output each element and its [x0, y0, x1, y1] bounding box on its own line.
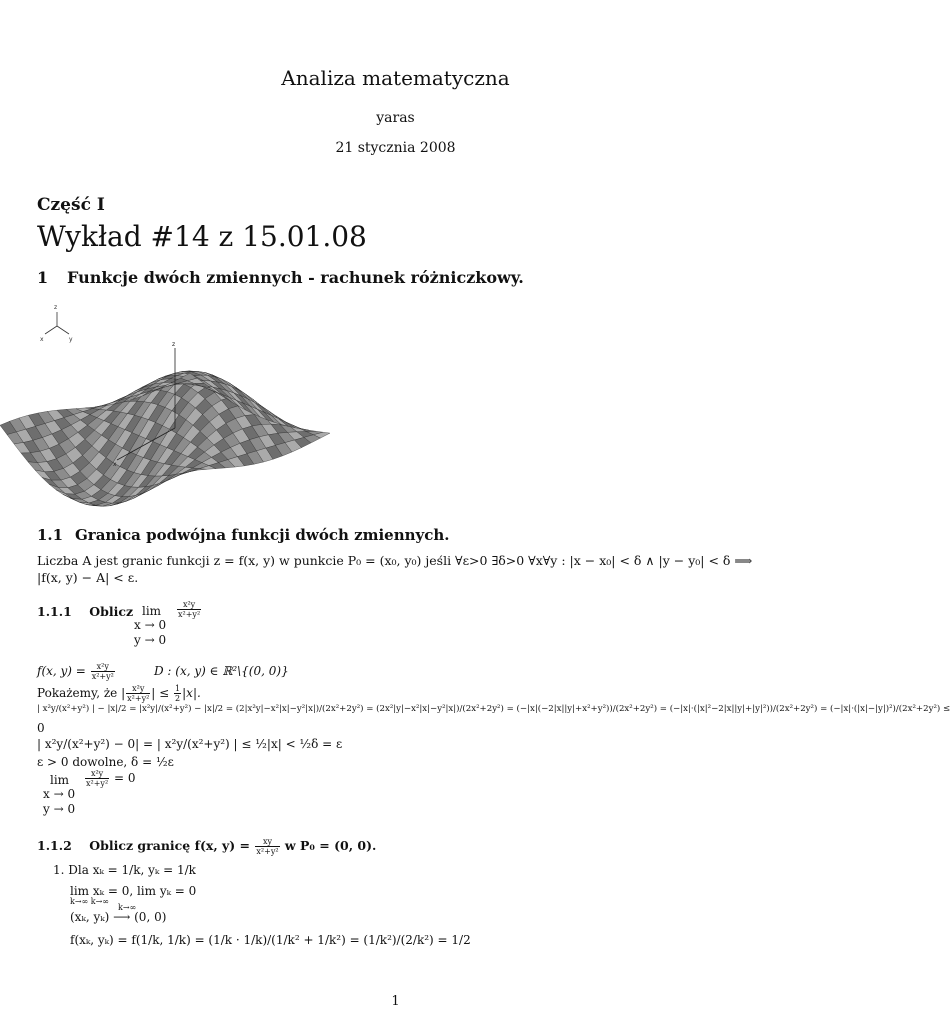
subsubsection-112-heading [37, 837, 376, 856]
show-claim-c: |x|. [182, 686, 201, 700]
subsection-heading [37, 526, 450, 544]
document-date: 21 stycznia 2008 [335, 140, 456, 156]
f-def-num: x²y [91, 662, 115, 672]
limit-fraction-111 [176, 600, 202, 619]
limit-expression-111 [142, 604, 161, 618]
plot-x-label: x [113, 461, 117, 468]
limit-frac-num: x²y [177, 600, 201, 610]
sub112-frac-den: x²+y² [256, 847, 279, 856]
final-limit-fraction [84, 769, 136, 788]
subsubsection-111-number: 1.1.1 [37, 604, 72, 619]
lecture-title: Wykład #14 z 15.01.08 [37, 220, 367, 253]
inequality-chain: | x²y/(x²+y²) | − |x|/2 = |x²y|/(x²+y²) − |x|/2 = (2|x²y|−x²|x|−y²|x|)/(2x²+2y²) = (2x²|y|−x²|x|−y²|x|)/(2x²+2y²) = (−|x|(−2|x||y|+x²+y²))/(2x²+2y²) = (−|x|·(|x|²−2|x||y|+|y|²))/(2x²+2y²) = (−|x|·(|x|−|y|)²)/(2x²+2y²) ≤ [37, 704, 950, 714]
final-limit-num: x²y [85, 769, 109, 779]
section-heading [37, 268, 524, 287]
final-limit-value: = 0 [113, 771, 136, 785]
f-def-den: x²+y² [91, 672, 114, 681]
show-claim-b: | ≤ [151, 686, 170, 700]
limit-frac-den: x²+y² [178, 610, 201, 619]
subsubsection-111-heading [37, 604, 133, 619]
section-number: 1 [37, 268, 49, 287]
arrow-over-label: k→∞ [118, 903, 137, 912]
part-label: Część I [37, 195, 105, 215]
show-half-den: 2 [175, 694, 181, 703]
limit-cond-x: x → 0 [134, 618, 167, 632]
show-half-num: 1 [175, 684, 181, 693]
lim-word: lim [142, 604, 162, 618]
subsection-title: Granica podwójna funkcji dwóch zmiennych. [75, 526, 450, 544]
page-number: 1 [391, 994, 400, 1009]
list-item-convergence: (xₖ, yₖ) ⟶ (0, 0) [70, 910, 167, 924]
document-title: Analiza matematyczna [281, 66, 510, 90]
final-limit-cond-y: y → 0 [43, 802, 76, 816]
show-claim-line [37, 684, 201, 703]
domain-text: D : (x, y) ∈ ℝ²\{(0, 0)} [154, 664, 289, 678]
show-claim-den: x²+y² [127, 694, 150, 703]
subsubsection-112-number: 1.1.2 [37, 838, 72, 853]
gizmo-x-label: x [40, 336, 44, 343]
surface-plot-figure [37, 298, 292, 505]
subsection-number: 1.1 [37, 526, 64, 544]
list-item-function-value: f(xₖ, yₖ) = f(1/k, 1/k) = (1/k · 1/k)/(1/k² + 1/k²) = (1/k²)/(2/k²) = 1/2 [70, 933, 471, 947]
subsubsection-112-label: Oblicz granicę f(x, y) = [89, 838, 251, 853]
document-author: yaras [376, 110, 415, 126]
function-definition-line [37, 662, 289, 681]
epsilon-line: ε > 0 dowolne, δ = ½ε [37, 755, 174, 769]
final-limit-cond-x: x → 0 [43, 787, 76, 801]
subsubsection-111-label: Oblicz [89, 604, 134, 619]
final-limit-den: x²+y² [86, 779, 109, 788]
final-limit-lim: lim [50, 773, 70, 787]
subsubsection-112-tail: w P₀ = (0, 0). [284, 838, 377, 853]
gizmo-z-label: z [54, 304, 58, 311]
show-claim-num: x²y [126, 684, 150, 694]
sub112-frac-num: xy [255, 837, 279, 847]
inequality-chain-end: 0 [37, 721, 45, 735]
definition-line-1: Liczba A jest granic funkcji z = f(x, y) w punkcie P₀ = (x₀, y₀) jeśli ∀ε>0 ∃δ>0 ∀x∀y : |x − x₀| < δ ∧ |y − y₀| < δ ⟹ [37, 553, 753, 568]
definition-line-2: |f(x, y) − A| < ε. [37, 570, 139, 585]
limit-cond-y: y → 0 [134, 633, 167, 647]
f-def-lhs: f(x, y) = [37, 664, 86, 678]
gizmo-y-label: y [69, 336, 73, 343]
section-title: Funkcje dwóch zmiennych - rachunek różniczkowy. [67, 268, 524, 287]
list-item-limits-sub: k→∞ k→∞ [70, 897, 109, 906]
list-item-limits: lim xₖ = 0, lim yₖ = 0 [70, 884, 197, 898]
show-claim-a: Pokażemy, że | [37, 686, 126, 700]
plot-z-label: z [172, 341, 176, 348]
bound-line: | x²y/(x²+y²) − 0| = | x²y/(x²+y²) | ≤ ½|x| < ½δ = ε [37, 737, 343, 751]
list-item-1: 1. Dla xₖ = 1/k, yₖ = 1/k [53, 863, 196, 877]
